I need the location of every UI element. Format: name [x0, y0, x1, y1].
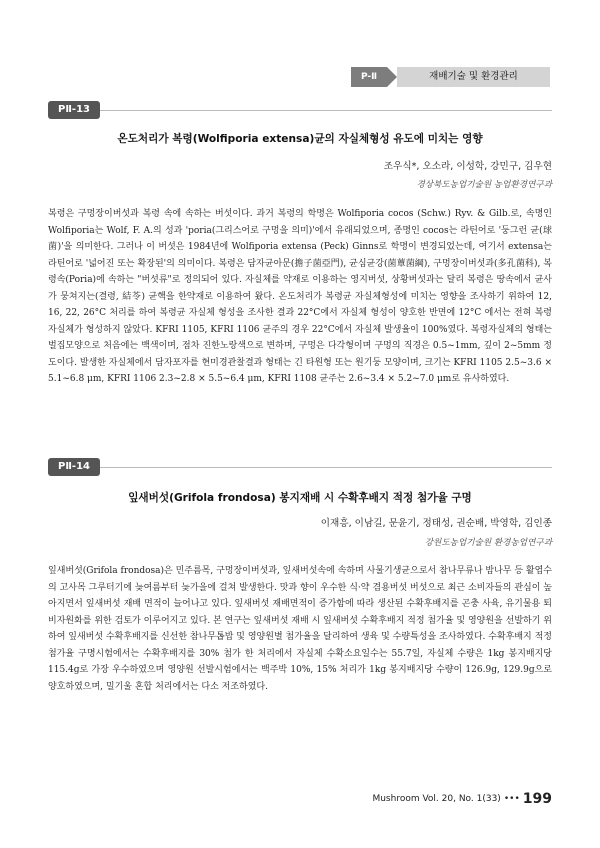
paper-title: 온도처리가 복령(Wolfiporia extensa)균의 자실체형성 유도에 미치는 영향 [117, 133, 483, 145]
page-number: 199 [522, 791, 552, 807]
section-code: P-Ⅱ [351, 67, 387, 87]
paper-tag: PⅡ-14 [48, 458, 100, 476]
page-footer [372, 786, 552, 807]
paper-abstract: 잎새버섯(Grifola frondosa)은 민주름목, 구멍장이버섯과, 잎새버섯속에 속하며 사물기생균으로서 참나무류나 밤나무 등 활엽수의 고사목 그루터기에 늦여름부터 늦가을에 걸쳐 발생한다. 맛과 향이 우수한 식·약 겸용버섯 버섯으로 최근 소비자들의 관심이 높아지면서 잎새버섯 재배 면적이 늘어나고 있다. 잎새버섯 재배면적이 증가함에 따라 생산된 수확후배지를 곤충 사육, 유기물용 퇴비자원화를 위한 검토가 이루어지고 있다. 본 연구는 잎새버섯 재배 시 잎새버섯 수확후배지 적정 첨가율 및 영양원을 선발하기 위하여 잎새버섯 수확후배지를 신선한 참나무톱밥 및 영양원별 첨가율을 달리하여 생육 및 수량특성을 조사하였다. 수확후배지 적정 첨가율 구명시험에서는 수확후배지를 30% 첨가 한 처리에서 자실체 수확소요일수는 55.7일, 자실체 수량은 1kg 봉지배지당 115.4g로 가장 우수하였으며 영양원 선발시험에서는 백주박 10%, 15% 처리가 1kg 봉지배지당 수량이 126.9g, 129.9g으로 양호하였으며, 밀기울 혼합 처리에서는 다소 저조하였다. [48, 566, 552, 692]
paper-authors: 조우식*, 오소라, 이성학, 강민구, 김우현 [383, 161, 552, 172]
paper-abstract: 복령은 구멍장이버섯과 복령 속에 속하는 버섯이다. 과거 복령의 학명은 Wolfiporia cocos (Schw.) Ryv. & Gilb.로, 속명인 Wolfiporia는 Wolf, F. A.의 성과 'poria(그리스어로 구멍을 의미)'에서 유래되었으며, 종명인 cocos는 라틴어로 '둥그런 균(球菌)'을 의미한다. 그러나 이 버섯은 1984년에 Wolfiporia extensa (Peck) Ginns로 학명이 변경되었는데, 여기서 extensa는 라틴어로 '넓어진 또는 확장된'의 의미이다. 복령은 담자균아문(擔子菌亞門), 균심균강(菌蕈菌綱), 구멍장이버섯과(多孔菌科), 복령속(Poria)에 속하는 "버섯류"로 정의되어 있다. 자실체를 약재로 이용하는 영지버섯, 상황버섯과는 달리 복령은 땅속에서 균사가 뭉쳐지는(결령, 結苓) 균핵을 한약재로 이용하여 왔다. 온도처리가 복령균 자실체형성에 미치는 영향을 조사하기 위하여 12, 16, 22, 26°C 처리를 하여 복령균 자실체 형성을 조사한 결과 22°C에서 자실체 형성이 양호한 반면에 12°C 에서는 전혀 복령자실체가 형성하지 않았다. KFRI 1105, KFRI 1106 균주의 경우 22°C에서 자실체 발생율이 100%였다. 복령자실체의 형태는 벌집모양으로 처음에는 백색이며, 점차 진한노랑색으로 변하며, 구멍은 다각형이며 구멍의 직경은 0.5~1mm, 깊이 2~5mm 정도이다. 발생한 자실체에서 담자포자를 현미경관찰결과 형태는 긴 타원형 또는 원기둥 모양이며, 크기는 KFRI 1105 2.5~3.6 × 5.1~6.8 μm, KFRI 1106 2.3~2.8 × 5.5~6.4 μm, KFRI 1108 균주는 2.6~3.4 × 5.2~7.0 μm로 유사하였다. [48, 209, 552, 384]
footer-dots: ••• [503, 794, 520, 804]
paper-affiliation: 강원도농업기술원 환경농업연구과 [424, 538, 552, 548]
section-header [351, 67, 550, 87]
paper-tag: PⅡ-13 [48, 101, 100, 119]
paper-authors: 이재흥, 이남길, 문윤기, 정태성, 권순배, 박영학, 김인종 [320, 518, 552, 529]
paper-divider [48, 110, 552, 111]
paper-divider [48, 467, 552, 468]
section-label: 재배기술 및 환경관리 [397, 67, 550, 87]
journal-citation: Mushroom Vol. 20, No. 1(33) [372, 794, 501, 804]
paper-affiliation: 경상북도농업기술원 농업환경연구과 [416, 180, 552, 190]
section-arrow-icon [387, 67, 397, 87]
paper-title: 잎새버섯(Grifola frondosa) 봉지재배 시 수확후배지 적정 첨가율 구명 [128, 492, 472, 504]
